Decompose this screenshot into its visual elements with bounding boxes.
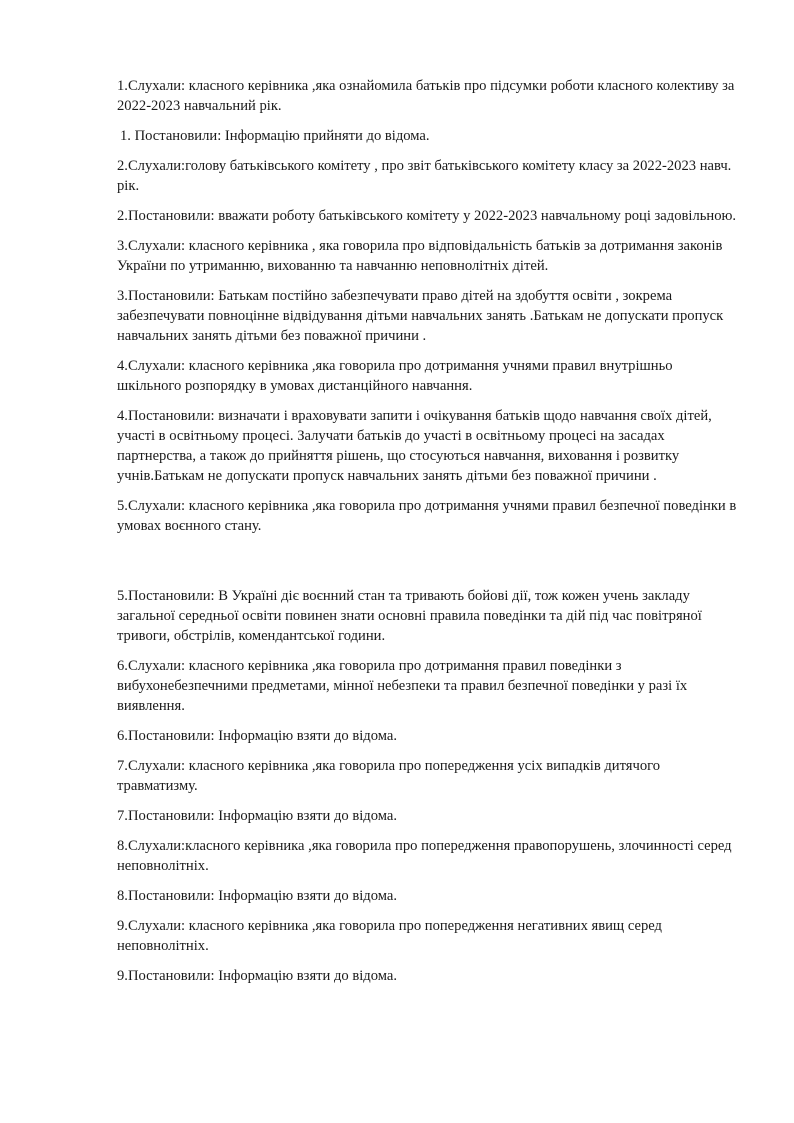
paragraph-heard-4: 4.Слухали: класного керівника ,яка говорила про дотримання учнями правил внутрішньо шкільного розпорядку в умовах дистанційного навчання. — [117, 358, 673, 394]
paragraph-heard-1: 1.Слухали: класного керівника ,яка ознайомила батьків про підсумки роботи класного колективу за 2022-2023 навчальний рік. — [117, 78, 735, 114]
paragraph-resolved-5: 5.Постановили: В Україні діє воєнний стан та тривають бойові дії, тож кожен учень закладу загальної середньої освіти повинен знати основні правила поведінки та дій під час повітряної тривоги, обстрілів, комендантської години. — [117, 588, 702, 644]
paragraph-resolved-9: 9.Постановили: Інформацію взяти до відома. — [117, 968, 398, 984]
paragraph-heard-9: 9.Слухали: класного керівника ,яка говорила про попередження негативних явищ серед неповнолітніх. — [117, 918, 662, 954]
paragraph-resolved-7: 7.Постановили: Інформацію взяти до відома. — [117, 808, 398, 824]
paragraph-resolved-8: 8.Постановили: Інформацію взяти до відома. — [117, 888, 398, 904]
paragraph-heard-3: 3.Слухали: класного керівника , яка говорила про відповідальність батьків за дотримання законів України по утриманню, вихованню та навчанню неповнолітніх дітей. — [117, 238, 723, 274]
paragraph-resolved-4: 4.Постановили: визначати і враховувати запити і очікування батьків щодо навчання своїх дітей, участі в освітньому процесі. Залучати батьків до участі в освітньому процесі на засадах партнерства, а також до прийняття рішень, що стосуються навчання, виховання і розвитку учнів.Батькам не допускати пропуск навчальних занять дітьми без поважної причини . — [117, 408, 712, 484]
paragraph-resolved-2: 2.Постановили: вважати роботу батьківського комітету у 2022-2023 навчальному році задовільною. — [117, 208, 737, 224]
paragraph-heard-7: 7.Слухали: класного керівника ,яка говорила про попередження усіх випадків дитячого травматизму. — [117, 758, 661, 794]
paragraph-heard-8: 8.Слухали:класного керівника ,яка говорила про попередження правопорушень, злочинності серед неповнолітніх. — [117, 838, 732, 874]
paragraph-resolved-6: 6.Постановили: Інформацію взяти до відома. — [117, 728, 398, 744]
paragraph-heard-6: 6.Слухали: класного керівника ,яка говорила про дотримання правил поведінки з вибухонебезпечними предметами, мінної небезпеки та правил безпечної поведінки у разі їх виявлення. — [117, 658, 688, 714]
paragraph-resolved-1: 1. Постановили: Інформацію прийняти до відома. — [120, 128, 430, 144]
document-body — [117, 76, 737, 996]
paragraph-resolved-3: 3.Постановили: Батькам постійно забезпечувати право дітей на здобуття освіти , зокрема забезпечувати повноцінне відвідування дітьми навчальних занять .Батькам не допускати пропуск навчальних занять дітьми без поважної причини . — [117, 288, 724, 344]
paragraph-heard-5: 5.Слухали: класного керівника ,яка говорила про дотримання учнями правил безпечної поведінки в умовах воєнного стану. — [117, 498, 737, 534]
paragraph-heard-2: 2.Слухали:голову батьківського комітету , про звіт батьківського комітету класу за 2022-2023 навч. рік. — [117, 158, 732, 194]
